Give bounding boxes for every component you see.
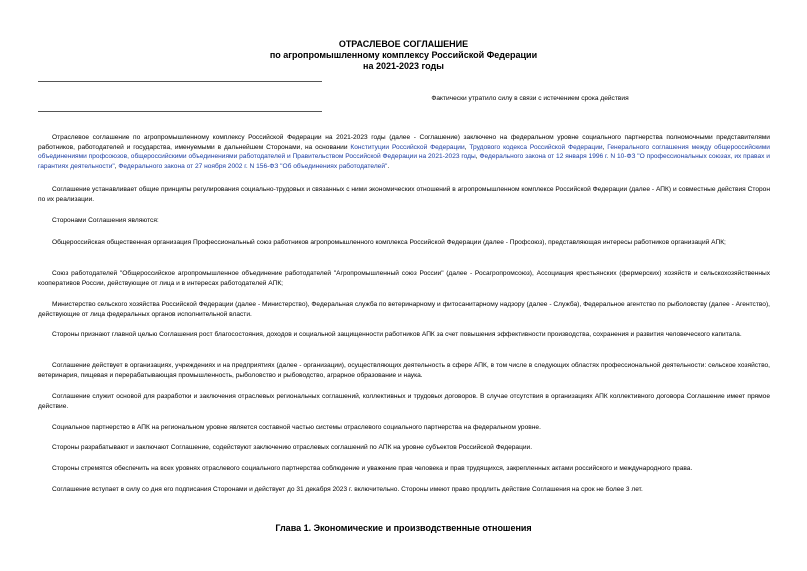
paragraph-goal: Стороны признают главной целью Соглашения рост благосостояния, доходов и социальной защищенности работников АПК за счет повышения эффективности производства, сохранения и развития человеческого капитала. (52, 331, 742, 338)
paragraph-conclusion: Стороны разрабатывают и заключают Соглашение, содействуют заключению отраслевых соглашений по АПК на уровне субъектов Российской Федерации. (52, 444, 533, 451)
link-labor-code[interactable]: Трудового кодекса Российской Федерации (469, 143, 603, 151)
separator-text: , (464, 143, 470, 151)
intro-paragraph (38, 133, 770, 171)
link-law-156fz[interactable]: Федерального закона от 27 ноября 2002 г. N 156-ФЗ "Об объединениях работодателей" (118, 162, 388, 170)
paragraph-government: Министерство сельского хозяйства Российской Федерации (далее - Министерство), Федеральная служба по ветеринарному и фитосанитарному надзору (далее - Служба), Федеральное агентство по рыболовству (далее - Агентство), действующие от лица федеральных органов исполнительной власти. (38, 301, 770, 318)
link-law-10fz[interactable]: Федерального закона от 12 января 1996 г. N 10-ФЗ "О профессиональных союзах, их правах и гарантиях деятельности" (38, 153, 770, 170)
separator-text: , (475, 153, 480, 161)
chapter-heading: Глава 1. Экономические и производственные отношения (275, 523, 532, 533)
link-general-agreement[interactable]: Генерального соглашения между общероссийскими объединениями профсоюзов, общероссийскими объединениями работодателей и Правительством Российской Федерации на 2021-2023 годы (38, 143, 770, 161)
paragraph-parties-intro: Сторонами Соглашения являются: (52, 217, 159, 224)
separator-text: , (602, 143, 608, 151)
paragraph-scope: Соглашение действует в организациях, учреждениях и на предприятиях (далее - организации), осуществляющих деятельность в сфере АПК, в том числе в следующих областях профессиональной деятельности: сельское хозяйство, ветеринария, пищевая и перерабатывающая промышленность, рыболовство и рыбоводство, аграрное образование и наука. (38, 362, 770, 379)
document-title-line-1: ОТРАСЛЕВОЕ СОГЛАШЕНИЕ (338, 39, 469, 49)
status-notice: Фактически утратило силу в связи с истечением срока действия (431, 95, 629, 102)
document-title-line-3: на 2021-2023 годы (363, 61, 444, 71)
paragraph-basis: Соглашение служит основой для разработки и заключения отраслевых региональных соглашений, коллективных и трудовых договоров. В случае отсутствия в организациях АПК коллективного договора Соглашение имеет прямое действие. (38, 393, 770, 410)
separator-rule-bottom (38, 111, 322, 112)
separator-text: , (114, 162, 119, 170)
separator-text: . (387, 162, 390, 170)
paragraph-validity: Соглашение вступает в силу со дня его подписания Сторонами и действует до 31 декабря 2023 г. включительно. Стороны имеют право продлить действие Соглашения на срок не более 3 лет. (52, 486, 643, 493)
intro-text: Отраслевое соглашение по агропромышленному комплексу Российской Федерации на 2021-2023 годы (далее - Соглашение) заключено на федеральном уровне социального партнерства полномочными представителями работников, работодателей и государства, именуемыми в дальнейшем Сторонами, на основании (38, 134, 770, 151)
separator-rule-top (38, 81, 322, 82)
document-title-line-2: по агропромышленному комплексу Российской Федерации (269, 50, 538, 60)
paragraph-regional: Социальное партнерство в АПК на региональном уровне является составной частью системы отраслевого социального партнерства на федеральном уровне. (52, 424, 541, 431)
paragraph-trade-union: Общероссийская общественная организация Профессиональный союз работников агропромышленного комплекса Российской Федерации (далее - Профсоюз), представляющая интересы работников организаций АПК; (52, 239, 726, 246)
paragraph-rights: Стороны стремятся обеспечить на всех уровнях отраслевого социального партнерства соблюдение и уважение прав человека и прав трудящихся, закрепленных актами российского и международного права. (52, 465, 693, 472)
paragraph-principles: Соглашение устанавливает общие принципы регулирования социально-трудовых и связанных с ними экономических отношений в агропромышленном комплексе Российской Федерации (далее - АПК) и совместные действия Сторон по их реализации. (38, 186, 770, 203)
paragraph-employers: Союз работодателей "Общероссийское агропромышленное объединение работодателей "Агропромышленный союз России" (далее - Росагропромсоюз), Ассоциация крестьянских (фермерских) хозяйств и сельскохозяйственных кооперативов России, действующие от лица и в интересах работодателей АПК; (38, 270, 770, 287)
link-constitution[interactable]: Конституции Российской Федерации (350, 143, 465, 151)
